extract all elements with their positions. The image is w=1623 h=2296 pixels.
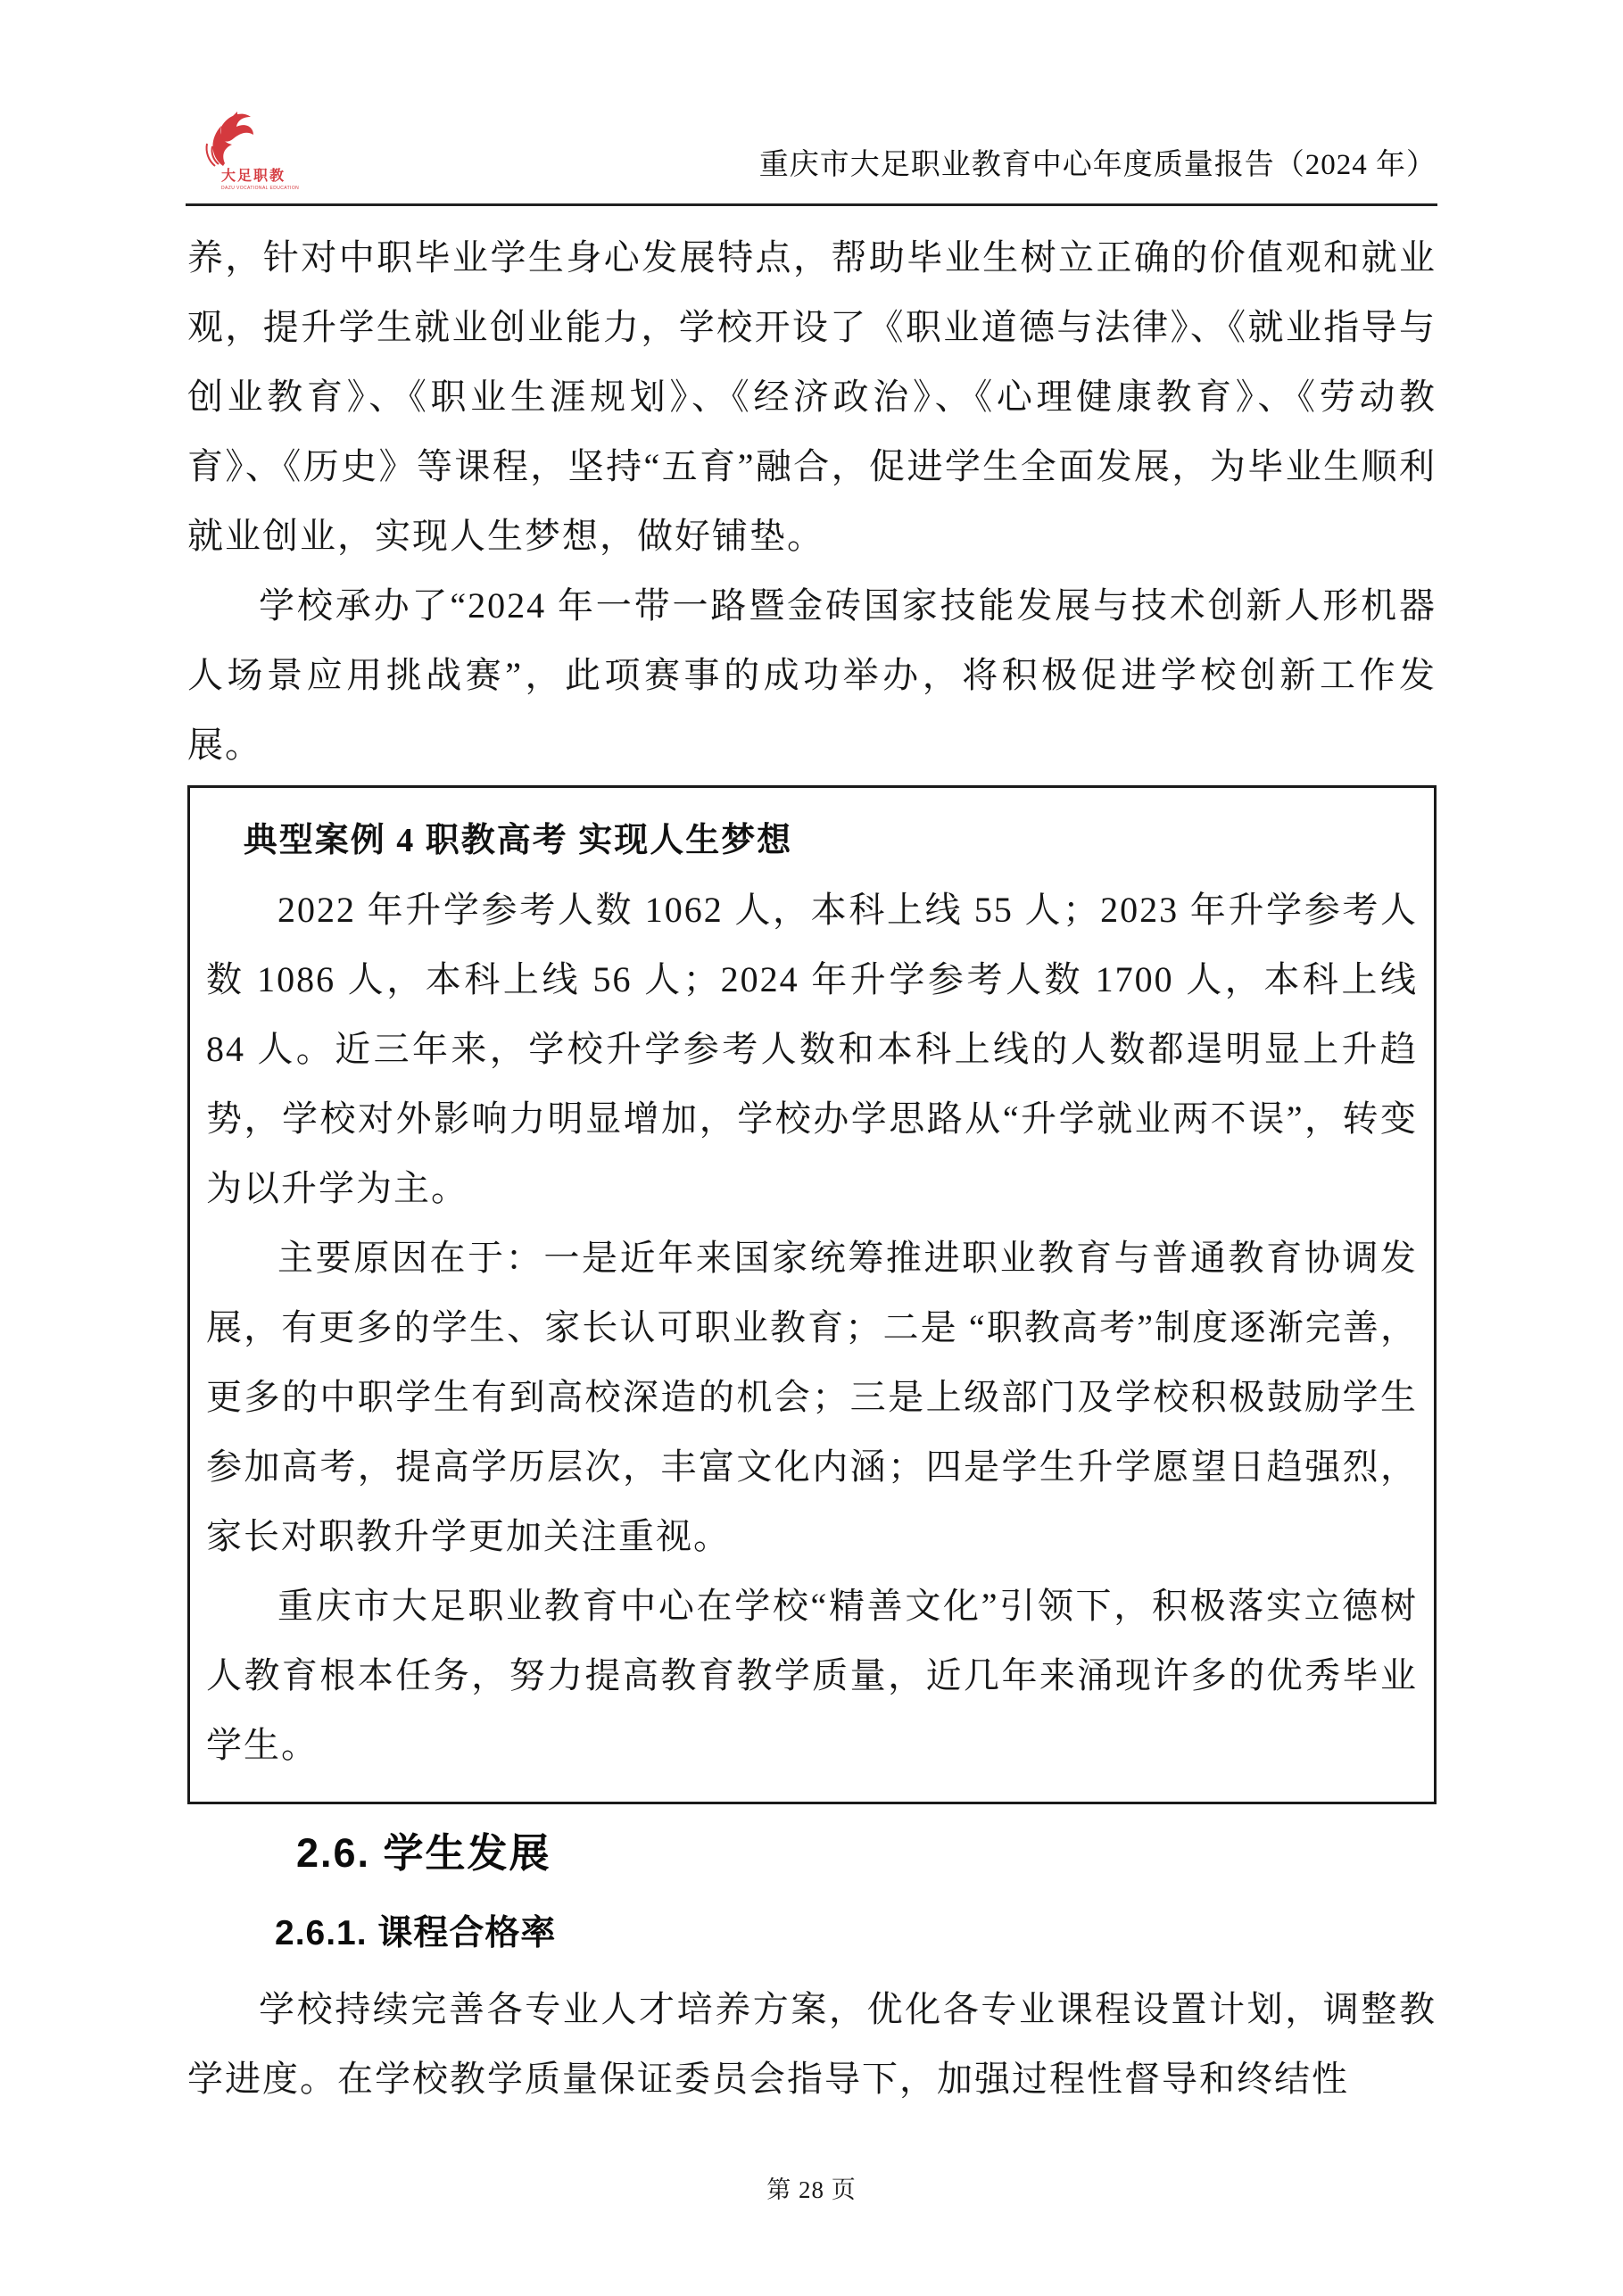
case-study-box bbox=[187, 785, 1437, 1804]
case-paragraph-reasons: 主要原因在于：一是近年来国家统筹推进职业教育与普通教育协调发展，有更多的学生、家长认可职业教育；二是 “职教高考”制度逐渐完善，更多的中职学生有到高校深造的机会；三是上级部门及学校积极鼓励学生参加高考，提高学历层次，丰富文化内涵；四是学生升学愿望日趋强烈，家长对职教升学更加关注重视。 bbox=[206, 1238, 1418, 1556]
case-paragraph-culture: 重庆市大足职业教育中心在学校“精善文化”引领下，积极落实立德树人教育根本任务，努力提高教育教学质量，近几年来涌现许多的优秀毕业学生。 bbox=[206, 1586, 1418, 1765]
logo-en-text: DAZU VOCATIONAL EDUCATION bbox=[221, 186, 300, 191]
paragraph-employment-education: 养，针对中职毕业学生身心发展特点，帮助毕业生树立正确的价值观和就业观，提升学生就业创业能力，学校开设了《职业道德与法律》、《就业指导与创业教育》、《职业生涯规划》、《经济政治》、《心理健康教育》、《劳动教育》、《历史》等课程，坚持“五育”融合，促进学生全面发展，为毕业生顺利就业创业，实现人生梦想，做好铺垫。 bbox=[187, 237, 1437, 556]
header-title: 重庆市大足职业教育中心年度质量报告（2024 年） bbox=[758, 149, 1437, 181]
case-box-title: 典型案例 4 职教高考 实现人生梦想 bbox=[243, 822, 793, 859]
logo-cn-text: 大足职教 bbox=[221, 169, 286, 184]
page-body bbox=[187, 223, 1437, 2114]
case-paragraph-exam-numbers: 2022 年升学参考人数 1062 人，本科上线 55 人；2023 年升学参考人数 1086 人，本科上线 56 人；2024 年升学参考人数 1700 人，本科上线 84 人。近三年来，学校升学参考人数和本科上线的人数都逞明显上升趋势，学校对外影响力明显增加，学校办学思路从“升学就业两不误”，转变为以升学为主。 bbox=[206, 890, 1418, 1208]
phoenix-logo-icon bbox=[200, 111, 255, 168]
page-footer bbox=[0, 2170, 1623, 2205]
subsection-heading-course-pass-rate: 2.6.1. 课程合格率 bbox=[275, 1914, 557, 1952]
page-number: 第 28 页 bbox=[766, 2176, 857, 2203]
paragraph-course-plan: 学校持续完善各专业人才培养方案，优化各专业课程设置计划，调整教学进度。在学校教学质量保证委员会指导下，加强过程性督导和终结性 bbox=[187, 1989, 1437, 2099]
paragraph-competition-hosting: 学校承办了“2024 年一带一路暨金砖国家技能发展与技术创新人形机器人场景应用挑战赛”，此项赛事的成功举办，将积极促进学校创新工作发展。 bbox=[187, 585, 1437, 765]
school-logo bbox=[198, 111, 300, 191]
header-divider bbox=[186, 203, 1437, 206]
section-heading-student-development: 2.6. 学生发展 bbox=[296, 1830, 551, 1876]
